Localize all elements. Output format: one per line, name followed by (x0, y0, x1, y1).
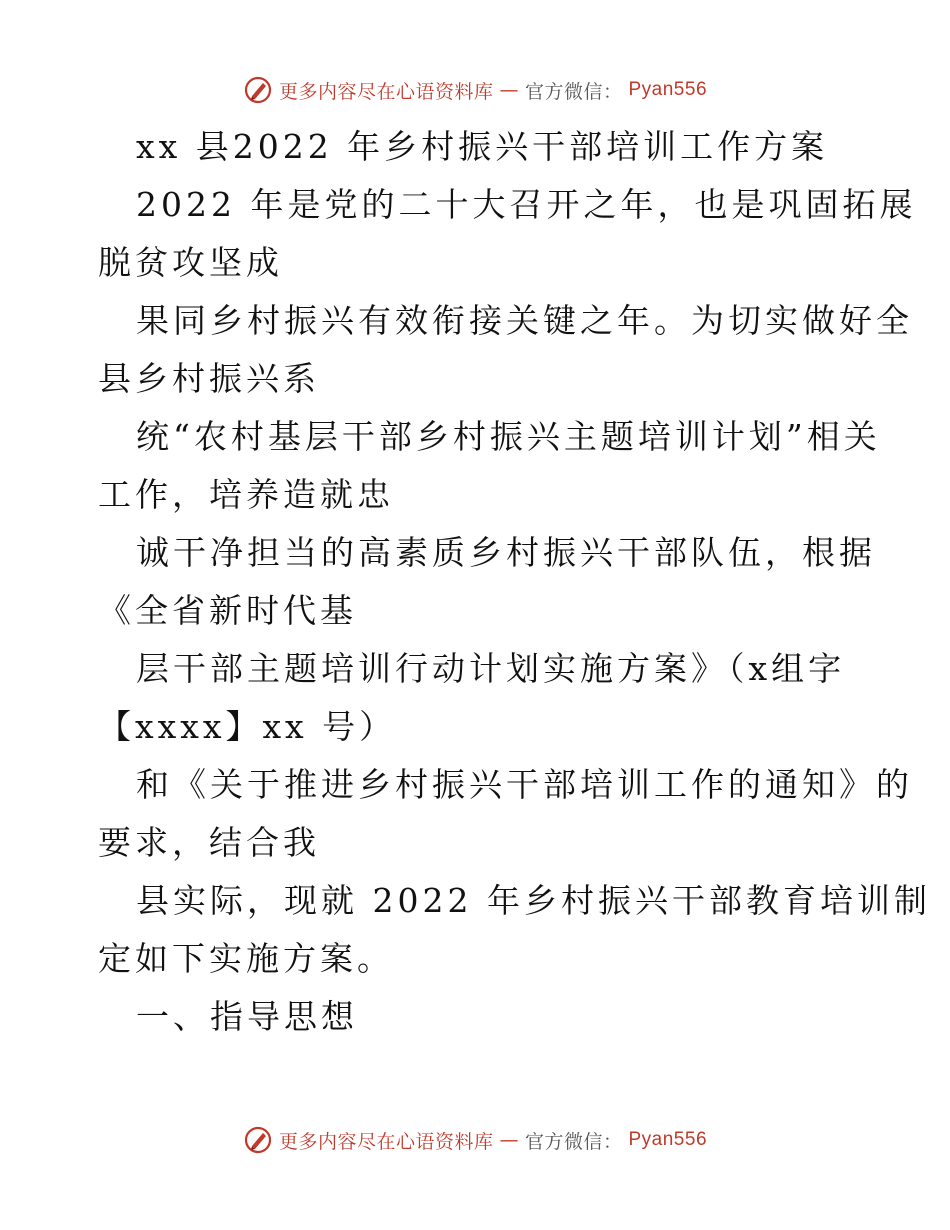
watermark-brand: 更多内容尽在心语资料库 (278, 1130, 494, 1153)
watermark-brand: 更多内容尽在心语资料库 (278, 80, 494, 103)
watermark-wechat-id: Pyan556 (628, 79, 708, 100)
document-line: 果同乡村振兴有效衔接关键之年。为切实做好全 (136, 301, 913, 340)
header-watermark (0, 70, 950, 110)
watermark-wechat-id: Pyan556 (628, 1129, 708, 1150)
watermark-label: 官方微信： (524, 80, 623, 103)
pen-logo-icon (243, 1125, 273, 1155)
document-line: 县乡村振兴系 (98, 359, 320, 398)
document-line: 诚干净担当的高素质乡村振兴干部队伍，根据 (136, 533, 876, 572)
document-title: xx 县2022 年乡村振兴干部培训工作方案 (136, 127, 829, 166)
document-line: 要求，结合我 (98, 823, 320, 862)
document-line: 《全省新时代基 (98, 591, 357, 630)
footer-watermark (0, 1120, 950, 1160)
document-line: 【xxxx】xx 号） (98, 707, 397, 746)
document-line: 层干部主题培训行动计划实施方案》（x组字 (136, 649, 846, 688)
document-line: 县实际，现就 2022 年乡村振兴干部教育培训制 (136, 881, 931, 920)
watermark-label: 官方微信： (524, 1130, 623, 1153)
document-line: 和《关于推进乡村振兴干部培训工作的通知》的 (136, 765, 913, 804)
document-line: 2022 年是党的二十大召开之年，也是巩固拓展 (136, 185, 917, 224)
document-line: 脱贫攻坚成 (98, 243, 283, 282)
document-body (98, 118, 931, 1046)
pen-logo-icon (243, 75, 273, 105)
document-line: 工作，培养造就忠 (98, 475, 394, 514)
watermark-dash: — (499, 79, 519, 101)
document-line: 统“农村基层干部乡村振兴主题培训计划”相关 (136, 417, 881, 456)
document-line: 一、指导思想 (136, 997, 358, 1036)
watermark-dash: — (499, 1129, 519, 1151)
document-line: 定如下实施方案。 (98, 939, 394, 978)
